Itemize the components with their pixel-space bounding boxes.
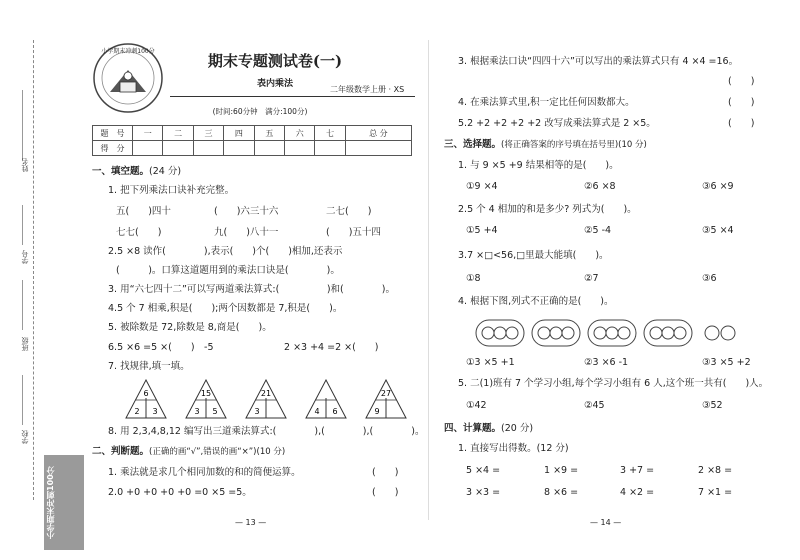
calc-item: 2 ×8 =	[698, 465, 733, 476]
binding-margin	[0, 0, 44, 560]
score-row-label: 得 分	[93, 141, 133, 156]
school-line	[22, 375, 23, 425]
q1-1-item: 七七( )	[116, 227, 162, 238]
triangle-3-left: 3	[254, 407, 260, 416]
judge-3-answer[interactable]: ( )	[728, 76, 755, 87]
section-4-title: 四、计算题。	[444, 423, 502, 434]
q1-8: 8. 用 2,3,4,8,12 编写出三道乘法算式:( ),( ),( )。	[108, 426, 425, 437]
choice-3: 3.7 ×□<56,□里最大能填( )。	[458, 250, 609, 261]
cut-line	[33, 40, 34, 500]
choice-5: 5. 二(1)班有 7 个学习小组,每个学习小组有 6 人,这个班一共有( )人。	[458, 378, 769, 389]
choice-4-opt[interactable]: ②3 ×6 -1	[584, 357, 629, 368]
name-label: 姓名	[21, 158, 29, 172]
section-2-note: (正确的画“√”,错误的画“×”)(10 分)	[149, 447, 286, 457]
section-2-heading	[92, 446, 285, 458]
score-head-cell: 总 分	[345, 126, 411, 141]
judge-2-answer[interactable]: ( )	[372, 487, 399, 498]
judge-5-answer[interactable]: ( )	[728, 118, 755, 129]
section-1-points: (24 分)	[149, 166, 182, 177]
calc-item: 3 +7 =	[620, 465, 655, 476]
choice-5-opt[interactable]: ②45	[584, 400, 605, 411]
score-head-cell: 五	[254, 126, 284, 141]
section-3-heading	[444, 139, 647, 151]
calc-item: 5 ×4 =	[466, 465, 501, 476]
triangle-1	[126, 380, 166, 418]
choice-2-opt[interactable]: ②5 -4	[584, 225, 612, 236]
score-head-cell: 四	[224, 126, 254, 141]
school-label: 学校	[21, 430, 29, 444]
page-subtitle: 表内乘法	[256, 79, 293, 89]
q1-1-item: 九( )八十一	[214, 227, 279, 238]
choice-2-opt[interactable]: ①5 +4	[466, 225, 498, 236]
q1-6b: 2 ×3 +4 =2 ×( )	[284, 342, 379, 353]
calc-item: 7 ×1 =	[698, 487, 733, 498]
score-head-cell: 题 号	[93, 126, 133, 141]
choice-1-opt[interactable]: ②6 ×8	[584, 181, 616, 192]
q1-7: 7. 找规律,填一填。	[108, 361, 190, 372]
triangle-4	[306, 380, 346, 418]
judge-3: 3. 根据乘法口诀“四四十六”可以写出的乘法算式只有 4 ×4 =16。	[458, 56, 739, 67]
section-1-title: 一、填空题。	[92, 166, 150, 177]
triangle-5	[366, 380, 406, 418]
score-head-cell: 一	[133, 126, 163, 141]
logo	[92, 42, 164, 114]
score-head-cell: 三	[193, 126, 223, 141]
choice-1: 1. 与 9 ×5 +9 结果相等的是( )。	[458, 160, 619, 171]
id-label: 学号	[21, 250, 29, 264]
calc-item: 4 ×2 =	[620, 487, 655, 498]
triangle-2-left: 3	[194, 407, 200, 416]
choice-3-opt[interactable]: ②7	[584, 273, 599, 284]
score-cell[interactable]	[285, 141, 315, 156]
choice-1-opt[interactable]: ①9 ×4	[466, 181, 498, 192]
triangle-2-right: 5	[212, 407, 218, 416]
score-cell[interactable]	[133, 141, 163, 156]
logo-text: 小学期末冲刺100分	[101, 48, 155, 55]
judge-1: 1. 乘法就是求几个相同加数的和的简便运算。	[108, 467, 301, 478]
triangle-2	[186, 380, 226, 418]
page-title: 期末专题测试卷(一)	[207, 52, 343, 70]
judge-4-answer[interactable]: ( )	[728, 97, 755, 108]
calc-item: 1 ×9 =	[544, 465, 579, 476]
section-4-points: (20 分)	[501, 423, 534, 434]
choice-3-opt[interactable]: ③6	[702, 273, 717, 284]
triangle-group	[124, 378, 424, 420]
judge-2: 2.0 +0 +0 +0 +0 =0 ×5 =5。	[108, 487, 252, 498]
score-head-cell: 二	[163, 126, 193, 141]
section-3-title: 三、选择题。	[444, 139, 502, 150]
triangle-2-top: 15	[200, 389, 212, 398]
judge-1-answer[interactable]: ( )	[372, 467, 399, 478]
header-rule	[170, 96, 415, 97]
triangle-3-top: 21	[260, 389, 272, 398]
id-line	[22, 205, 23, 245]
grade-label: 二年级数学上册 · XS	[330, 85, 405, 94]
bun-plates-icon	[474, 314, 764, 350]
score-cell[interactable]	[315, 141, 345, 156]
pattern-triangles	[124, 378, 424, 420]
page-divider	[428, 40, 429, 520]
q1-1-item: ( )五十四	[326, 227, 381, 238]
q1-1: 1. 把下列乘法口诀补充完整。	[108, 185, 235, 196]
score-cell[interactable]	[193, 141, 223, 156]
triangle-5-left: 9	[374, 407, 380, 416]
choice-1-opt[interactable]: ③6 ×9	[702, 181, 734, 192]
choice-4-opt[interactable]: ③3 ×5 +2	[702, 357, 751, 368]
choice-4-opt[interactable]: ①3 ×5 +1	[466, 357, 515, 368]
q1-5: 5. 被除数是 72,除数是 8,商是( )。	[108, 322, 272, 333]
page-number-right: — 14 —	[590, 518, 622, 527]
calc-item: 8 ×6 =	[544, 487, 579, 498]
time-info: (时间:60分钟 满分:100分)	[212, 107, 308, 116]
class-line	[22, 280, 23, 330]
section-3-note: (将正确答案的序号填在括号里)(10 分)	[501, 140, 647, 150]
section-4-heading	[444, 423, 533, 435]
q1-2-line-a: 2.5 ×8 读作( ),表示( )个( )相加,还表示	[108, 246, 343, 257]
q1-2-line-b: ( )。口算这道题用到的乘法口诀是( )。	[116, 265, 340, 276]
choice-2: 2.5 个 4 相加的和是多少? 列式为( )。	[458, 204, 637, 215]
triangle-4-right: 6	[332, 407, 338, 416]
choice-5-opt[interactable]: ①42	[466, 400, 487, 411]
section-2-title: 二、判断题。	[92, 446, 150, 457]
triangle-5-top: 27	[380, 389, 392, 398]
choice-3-opt[interactable]: ①8	[466, 273, 481, 284]
q1-1-item: 二七( )	[326, 206, 372, 217]
score-head-cell: 六	[285, 126, 315, 141]
judge-4: 4. 在乘法算式里,积一定比任何因数都大。	[458, 97, 635, 108]
page-number-left: — 13 —	[235, 518, 267, 527]
buns-figure	[474, 314, 764, 350]
score-table	[92, 125, 412, 156]
class-label: 班级	[21, 337, 29, 351]
choice-5-opt[interactable]: ③52	[702, 400, 723, 411]
triangle-1-top: 6	[143, 389, 149, 398]
choice-2-opt[interactable]: ③5 ×4	[702, 225, 734, 236]
calc-item: 3 ×3 =	[466, 487, 501, 498]
triangle-1-right: 3	[152, 407, 158, 416]
score-cell[interactable]	[224, 141, 254, 156]
score-cell[interactable]	[163, 141, 193, 156]
triangle-4-left: 4	[314, 407, 320, 416]
q1-4: 4.5 个 7 相乘,积是( );两个因数都是 7,积是( )。	[108, 303, 343, 314]
section-1-heading	[92, 166, 181, 178]
choice-4: 4. 根据下图,列式不正确的是( )。	[458, 296, 614, 307]
judge-5: 5.2 +2 +2 +2 +2 改写成乘法算式是 2 ×5。	[458, 118, 656, 129]
calc-1: 1. 直接写出得数。(12 分)	[458, 443, 569, 454]
q1-3: 3. 用“六七四十二”可以写两道乘法算式:( )和( )。	[108, 284, 395, 295]
score-cell[interactable]	[254, 141, 284, 156]
score-head-cell: 七	[315, 126, 345, 141]
q1-6a: 6.5 ×6 =5 ×( ) -5	[108, 342, 214, 353]
q1-1-item: 五( )四十	[116, 206, 171, 217]
triangle-3	[246, 380, 286, 418]
score-cell[interactable]	[345, 141, 411, 156]
name-line	[22, 90, 23, 160]
binding-brand: 小学期末冲刺100分	[44, 455, 84, 550]
triangle-1-left: 2	[134, 407, 140, 416]
q1-1-item: ( )六三十六	[214, 206, 279, 217]
